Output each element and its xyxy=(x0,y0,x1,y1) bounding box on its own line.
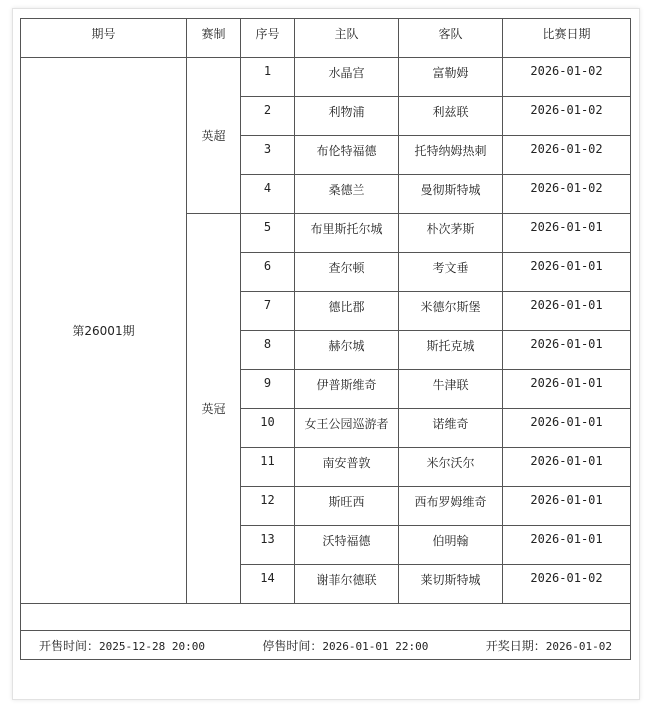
away-team-cell: 朴次茅斯 xyxy=(399,214,503,253)
home-team-cell: 女王公园巡游者 xyxy=(295,409,399,448)
home-team-cell: 沃特福德 xyxy=(295,526,399,565)
away-team-cell: 富勒姆 xyxy=(399,58,503,97)
home-team-cell: 查尔顿 xyxy=(295,253,399,292)
sale-stop-label: 停售时间： xyxy=(262,638,323,653)
match-date-cell: 2026-01-01 xyxy=(503,409,631,448)
seq-cell: 6 xyxy=(241,253,295,292)
away-team-cell: 考文垂 xyxy=(399,253,503,292)
away-team-cell: 牛津联 xyxy=(399,370,503,409)
match-date-cell: 2026-01-02 xyxy=(503,565,631,604)
home-team-cell: 布里斯托尔城 xyxy=(295,214,399,253)
seq-cell: 5 xyxy=(241,214,295,253)
away-team-cell: 斯托克城 xyxy=(399,331,503,370)
seq-cell: 13 xyxy=(241,526,295,565)
footer-cell xyxy=(21,631,631,660)
seq-cell: 8 xyxy=(241,331,295,370)
match-date-cell: 2026-01-01 xyxy=(503,253,631,292)
match-schedule-table xyxy=(20,18,631,660)
home-team-cell: 伊普斯维奇 xyxy=(295,370,399,409)
home-team-cell: 谢菲尔德联 xyxy=(295,565,399,604)
match-date-cell: 2026-01-02 xyxy=(503,175,631,214)
away-team-cell: 托特纳姆热刺 xyxy=(399,136,503,175)
draw-date-value: 2026-01-02 xyxy=(545,639,612,653)
header-seq: 序号 xyxy=(241,19,295,58)
match-date-cell: 2026-01-01 xyxy=(503,331,631,370)
home-team-cell: 南安普敦 xyxy=(295,448,399,487)
seq-cell: 7 xyxy=(241,292,295,331)
draw-date-info xyxy=(486,637,612,654)
seq-cell: 9 xyxy=(241,370,295,409)
match-date-cell: 2026-01-02 xyxy=(503,97,631,136)
match-date-cell: 2026-01-01 xyxy=(503,292,631,331)
seq-cell: 3 xyxy=(241,136,295,175)
home-team-cell: 利物浦 xyxy=(295,97,399,136)
table-row xyxy=(21,58,631,97)
away-team-cell: 西布罗姆维奇 xyxy=(399,487,503,526)
away-team-cell: 曼彻斯特城 xyxy=(399,175,503,214)
issue-cell: 第26001期 xyxy=(21,58,187,604)
home-team-cell: 赫尔城 xyxy=(295,331,399,370)
draw-date-label: 开奖日期： xyxy=(485,638,546,653)
sale-stop-value: 2026-01-01 22:00 xyxy=(322,639,429,653)
seq-cell: 1 xyxy=(241,58,295,97)
seq-cell: 10 xyxy=(241,409,295,448)
header-issue: 期号 xyxy=(21,19,187,58)
home-team-cell: 德比郡 xyxy=(295,292,399,331)
competition-cell-premier-league: 英超 xyxy=(187,58,241,214)
away-team-cell: 米尔沃尔 xyxy=(399,448,503,487)
footer-row xyxy=(21,631,631,660)
seq-cell: 4 xyxy=(241,175,295,214)
match-date-cell: 2026-01-01 xyxy=(503,214,631,253)
seq-cell: 11 xyxy=(241,448,295,487)
match-date-cell: 2026-01-01 xyxy=(503,370,631,409)
spacer-cell xyxy=(21,604,631,631)
sale-start-label: 开售时间： xyxy=(39,638,100,653)
home-team-cell: 布伦特福德 xyxy=(295,136,399,175)
header-row xyxy=(21,19,631,58)
away-team-cell: 米德尔斯堡 xyxy=(399,292,503,331)
home-team-cell: 桑德兰 xyxy=(295,175,399,214)
seq-cell: 14 xyxy=(241,565,295,604)
sale-stop-info xyxy=(262,637,428,654)
header-competition: 赛制 xyxy=(187,19,241,58)
away-team-cell: 伯明翰 xyxy=(399,526,503,565)
seq-cell: 12 xyxy=(241,487,295,526)
match-date-cell: 2026-01-01 xyxy=(503,526,631,565)
header-date: 比赛日期 xyxy=(503,19,631,58)
sale-start-info xyxy=(39,637,205,654)
spacer-row xyxy=(21,604,631,631)
away-team-cell: 利兹联 xyxy=(399,97,503,136)
match-date-cell: 2026-01-01 xyxy=(503,487,631,526)
match-date-cell: 2026-01-01 xyxy=(503,448,631,487)
seq-cell: 2 xyxy=(241,97,295,136)
match-date-cell: 2026-01-02 xyxy=(503,136,631,175)
match-date-cell: 2026-01-02 xyxy=(503,58,631,97)
away-team-cell: 莱切斯特城 xyxy=(399,565,503,604)
home-team-cell: 水晶宫 xyxy=(295,58,399,97)
header-home: 主队 xyxy=(295,19,399,58)
header-away: 客队 xyxy=(399,19,503,58)
sale-start-value: 2025-12-28 20:00 xyxy=(99,639,205,653)
competition-cell-championship: 英冠 xyxy=(187,214,241,604)
away-team-cell: 诺维奇 xyxy=(399,409,503,448)
home-team-cell: 斯旺西 xyxy=(295,487,399,526)
